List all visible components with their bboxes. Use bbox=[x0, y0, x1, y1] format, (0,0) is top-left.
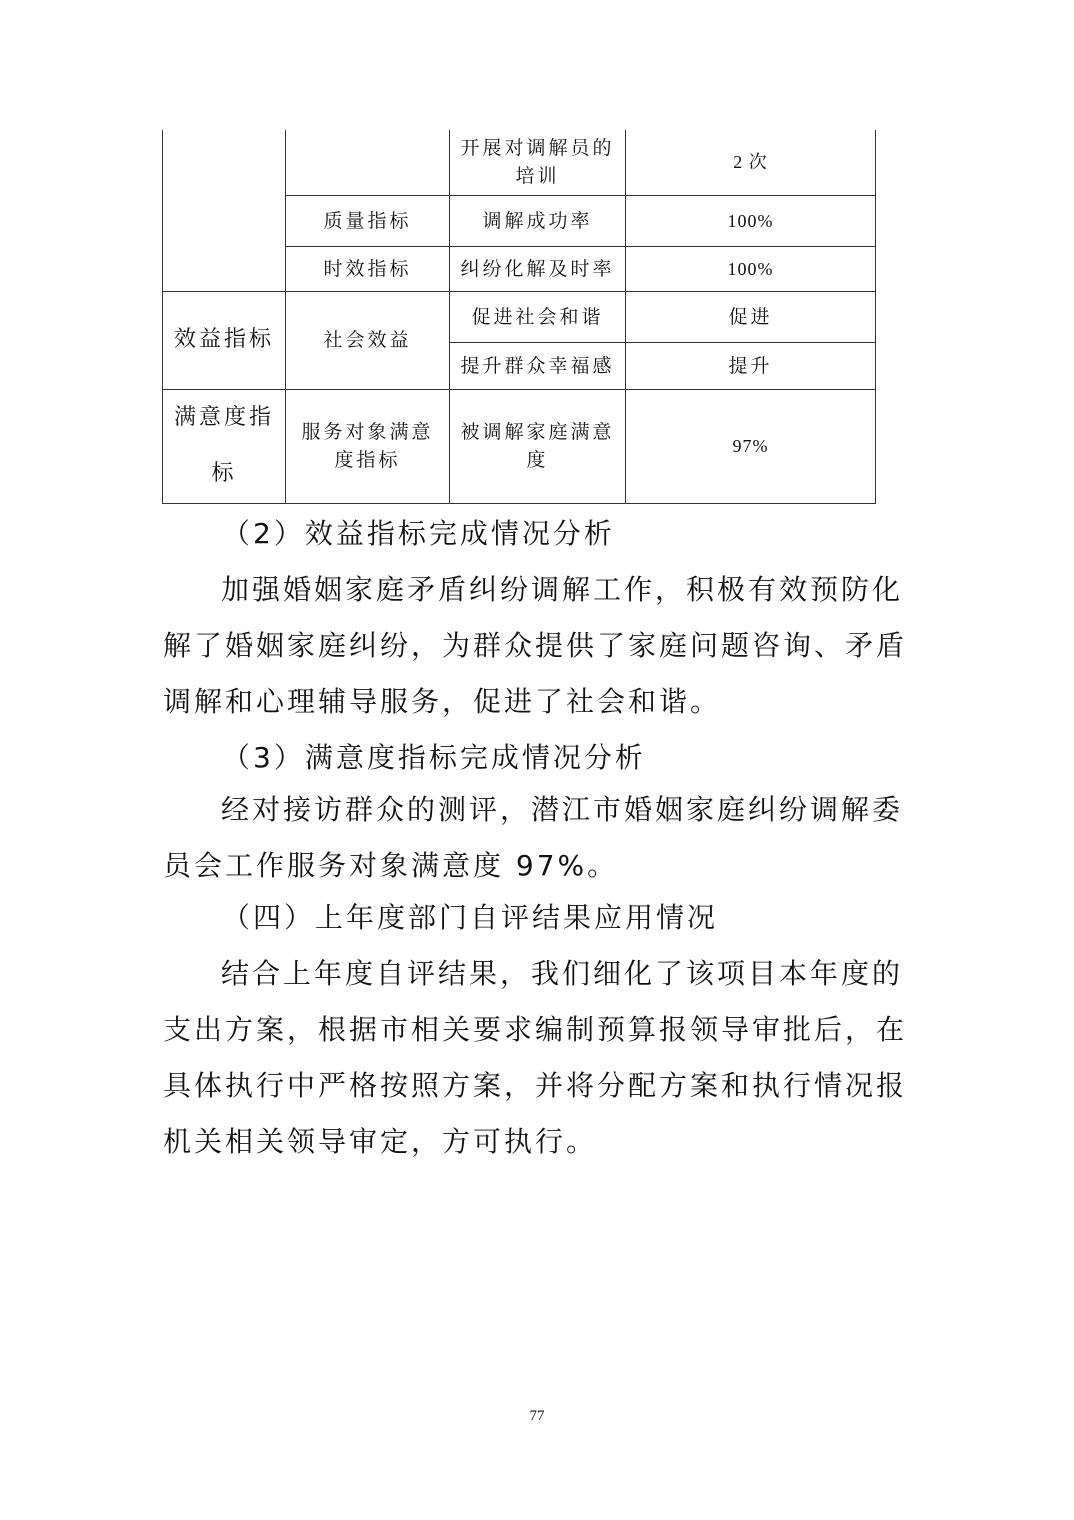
indicator-name-cell: 纠纷化解及时率 bbox=[450, 246, 626, 291]
secondary-indicator-cell: 质量指标 bbox=[286, 195, 450, 246]
indicator-table bbox=[162, 130, 876, 504]
section-paragraph: 经对接访群众的测评，潜江市婚姻家庭纠纷调解委员会工作服务对象满意度 97%。 bbox=[163, 793, 904, 882]
table-row bbox=[163, 291, 876, 342]
indicator-value-cell: 提升 bbox=[626, 342, 876, 389]
primary-indicator-cell: 满意度指标 bbox=[163, 389, 286, 503]
section-paragraph: 结合上年度自评结果，我们细化了该项目本年度的支出方案，根据市相关要求编制预算报领导审批后，在具体执行中严格按照方案，并将分配方案和执行情况报机关相关领导审定，方可执行。 bbox=[163, 957, 908, 1158]
indicator-value-cell: 促进 bbox=[626, 291, 876, 342]
table-row bbox=[163, 389, 876, 503]
indicator-name-cell: 开展对调解员的培训 bbox=[450, 130, 626, 195]
indicator-value-cell: 100% bbox=[626, 246, 876, 291]
secondary-indicator-cell: 时效指标 bbox=[286, 246, 450, 291]
section-heading: （四）上年度部门自评结果应用情况 bbox=[222, 901, 719, 934]
page-number: 77 bbox=[529, 1408, 545, 1424]
section-heading: （3）满意度指标完成情况分析 bbox=[222, 741, 646, 774]
indicator-name-cell: 促进社会和谐 bbox=[450, 291, 626, 342]
secondary-indicator-cell: 社会效益 bbox=[286, 291, 450, 389]
secondary-indicator-cell: 服务对象满意度指标 bbox=[286, 389, 450, 503]
section-paragraph: 加强婚姻家庭矛盾纠纷调解工作，积极有效预防化解了婚姻家庭纠纷，为群众提供了家庭问题咨询、矛盾调解和心理辅导服务，促进了社会和谐。 bbox=[163, 573, 908, 718]
table-row bbox=[163, 130, 876, 195]
indicator-value-cell: 97% bbox=[626, 389, 876, 503]
indicator-name-cell: 调解成功率 bbox=[450, 195, 626, 246]
indicator-value-cell: 2 次 bbox=[626, 130, 876, 195]
indicator-name-cell: 提升群众幸福感 bbox=[450, 342, 626, 389]
section-heading: （2）效益指标完成情况分析 bbox=[222, 517, 615, 550]
table-cell-empty bbox=[163, 130, 286, 291]
indicator-value-cell: 100% bbox=[626, 195, 876, 246]
primary-indicator-cell: 效益指标 bbox=[163, 291, 286, 389]
indicator-name-cell: 被调解家庭满意度 bbox=[450, 389, 626, 503]
table-cell-empty bbox=[286, 130, 450, 195]
